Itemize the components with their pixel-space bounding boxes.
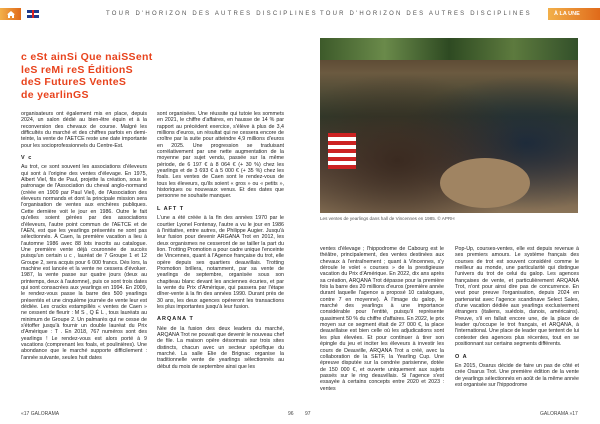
subheading: ARQANA T: [157, 316, 194, 323]
paragraph: ventes d'élevage ; l'hippodrome de Cabourg est le théâtre, principalement, des ventes destinées aux chevaux à l'entraînement ; quant à Vincennes, s'y déroule le volet « courses » de la prestigieuse vacation du Prix d'Amérique. En 2022, dix ans après sa création, ARQANA Trot dépasse pour la première fois la barre des 20 millions d'euros (première année durant laquelle l'agence a proposé 10 catalogues, contre 7 en moyenne). À l'image du galop, le marché des yearlings à une importance considérable pour l'entité, puisqu'il représente quasiment 50 % du chiffre d'affaires. En 2022, le prix moyen sur ce segment était de 27 000 €, la place deauvillaise est bien celle où les adjudications sont les plus élevées. Et pour continuer à tirer son épingle du jeu et inciter les éleveurs à investir les cours de Deauville, ARQANA Trot a créé, avec la collaboration de la SETF, la Yearling Cup. Une épreuve disputée sur la cendrée parisienne, dotée de 150 000 €, et ouverte uniquement aux sujets passés sur le ring deauvillais. Si l'agence s'est essayée à certains concepts entre 2020 et 2023 : ventes: [320, 246, 444, 392]
uk-flag-icon[interactable]: [27, 10, 39, 18]
photo-caption: Les ventes de yearlings dans hall de Vincennes en 1985. © APRH: [320, 216, 455, 221]
home-button[interactable]: [0, 8, 21, 20]
page-number-left: 96: [288, 411, 294, 417]
title-line: leS reMi reS ÉditionS: [21, 63, 133, 76]
left-column-2: [157, 111, 284, 376]
title-line: c eSt ainSi Que naiSSent: [21, 51, 153, 63]
running-header-left: TOUR D'HORIZON DES AUTRES DISCIPLINES: [106, 11, 318, 17]
paragraph: Au trot, ce sont souvent les associations d'éleveurs qui sont à l'origine des ventes d'élevage. En 1975, Albert Viel, fils de Paul, projette la création, sous le patronage de l'Association du cheval anglo-normand (créée en 1909 par Paul Viel), de l'Association des éleveurs normands et dont la principale mission sera l'organisation de ventes aux enchères publiques. Cette dernière voit le jour en 1986. Outre le fait qu'elles soient gérées par des associations d'éleveurs, l'autre point commun de l'AETCE et de l'AEN, est que les yearlings présentés ne sont pas sélectionnés. À Caen, la première vacation a lieu à l'automne 1986 avec 88 lots inscrits au catalogue. Une première vente déjà couronnée de succès puisqu'un certain u c , lauréat de 7 Groupe 1 et 12 Groupe 2, sera acquis pour 6 000 francs. Dès lors, la machine est lancée et la vente ne cessera d'évoluer. 1987, la vente passe sur quatre jours (deux au printemps, deux à l'automne), puis ce sont trois dates qui sont consacrées aux yearlings en 1994. En 2009, le rendez-vous passe la barre des 500 yearlings présentés et une cinquième journée de vente leur est dédiée. Les cracks estampillés « ventes de Caen » ne cessent de fleurir : M S , Q É L , tous lauréats au minimum de Groupe 2. Un palmarès qui ne cesse de s'étoffer jusqu'à fournir un double lauréat du Prix d'Amérique : T . En 2018, 767 numéros sont des yearlings ! Le rendez-vous est alors porté à 9 vacations (comprenant les foals, et poulinières). Une abondance que le marché supporte difficilement : l'année suivante, seules huit dates: [21, 164, 147, 361]
paragraph: organisateurs ont également mis en place, depuis 2024, un salon dédié au bien-être équin et à la reconversion des chevaux de course. Malgré les difficultés du marché et des chiffres parfois en demi-teinte, la vente de l'AETCE reste une date importante pour les socioprofessionnels du Centre-Est.: [21, 111, 147, 149]
paragraph: Née de la fusion des deux leaders du marché, ARQANA Trot ne pouvait que devenir le nouveau chef de file. La maison opère désormais sur trois sites distincts, chacun avec un secteur spécifique du marché. La salle Elie de Brignac organise la traditionnelle vente de yearlings sélectionnés au début du mois de septembre ainsi que les: [157, 325, 284, 370]
running-header-right: TOUR D'HORIZON DES AUTRES DISCIPLINES: [320, 11, 532, 17]
title-line: deS FutureS VenteS: [21, 76, 127, 88]
right-column-1: [320, 246, 444, 398]
subheading: L AFT T: [157, 205, 185, 212]
paragraph: Pop-Up, courses-ventes, elle est depuis revenue à ses premiers amours. Le système français des courses de trot est souvent considéré comme le meilleur au monde, une particularité qui distingue l'univers du trot de celui du galop. Les agences françaises de vente, et particulièrement ARQANA Trot, n'ont pour ainsi dire pas de concurrence. En veut pour preuve l'organisation, depuis 2024 en partenariat avec l'agence scandinave Select Sales, d'une vacation dédiée aux yearlings exclusivement étrangers (italiens, suédois, danois, américains). Preuve, s'il en fallait encore une, de la place de leader qu'occupe le trot français, et ARQANA, à l'international. Une place de leader que tentent de lui contester des agences plus récentes, tout en se positionnant sur certains segments différents.: [455, 246, 579, 348]
yearling-sale-photo: [320, 38, 578, 213]
left-column-1: [21, 111, 147, 367]
article-title: [21, 51, 153, 101]
subheading: V c: [21, 155, 33, 162]
a-la-une-badge[interactable]: À LA UNE: [548, 8, 600, 20]
hanging-plants: [320, 38, 578, 60]
sale-ring: [440, 158, 530, 208]
paragraph: L'une a été créée à la fin des années 1970 par le courtier Lyonel Fontenay, l'autre a vu le jour en 1986 à l'initiative, entre autres, de Philippe Augier. Jusqu'à leur fusion pour devenir ARGANA Trot en 2012, les deux organismes ne cesseront de se tailler la part du lion. Trotting Promotion a pour cadre unique l'enceinte de Vincennes, quant à l'Agence française du trot, elle opère depuis ses quartiers deauvillais. Trotting Promotion brillera, notamment, par sa vente de yearlings de septembre, organisée sous son chapiteau blanc devant les anciennes écuries, et par la vente du Prix d'Amérique, qui passera par l'étape dîner-vente à la fin des années 1990. Durant près de 30 ans, les deux agences opéreront les transactions les plus importantes jusqu'à leur fusion.: [157, 215, 284, 310]
page-number-right: 97: [305, 411, 311, 417]
home-icon: [7, 11, 15, 18]
right-column-2: [455, 246, 579, 394]
paragraph: En 2015, Osarus décide de faire un pas de côté et crée Osarus Trot. Une première édition de la vente de yearlings sélectionnés en août de la même année est organisée sur l'hippodrome: [455, 362, 579, 388]
title-line: de yearlinGS: [21, 88, 89, 101]
footer-left: «17 GALORAMA: [21, 411, 60, 417]
flag-in-photo: [328, 133, 356, 169]
footer-right: GALORAMA »17: [540, 411, 578, 417]
subheading: O A: [455, 353, 468, 360]
paragraph: sont organisées. Une réussite qui tutoie les sommets en 2021, le chiffre d'affaires, en hausse de 14 % par rapport au précédent exercice, s'élève à plus de 3,4 millions d'euros, un résultat qui ne cessera encore de croître par la suite pour atteindre 4,9 millions d'euros en 2025. Une progression se traduisant corrélativement par une nette augmentation de la moyenne par sujet vendu, passée sur la même période, de 6 197 € à 8 064 € (+ 30 %) chez les yearlings et de 3 693 € à 5 000 € (+ 35 %) chez les foals. Les ventes de Caen sont le rendez-vous de tous les éleveurs, qu'ils soient « gros » ou « petits », historiques ou nouveaux venus. Et des dates que personne ne souhaite manquer.: [157, 111, 284, 200]
